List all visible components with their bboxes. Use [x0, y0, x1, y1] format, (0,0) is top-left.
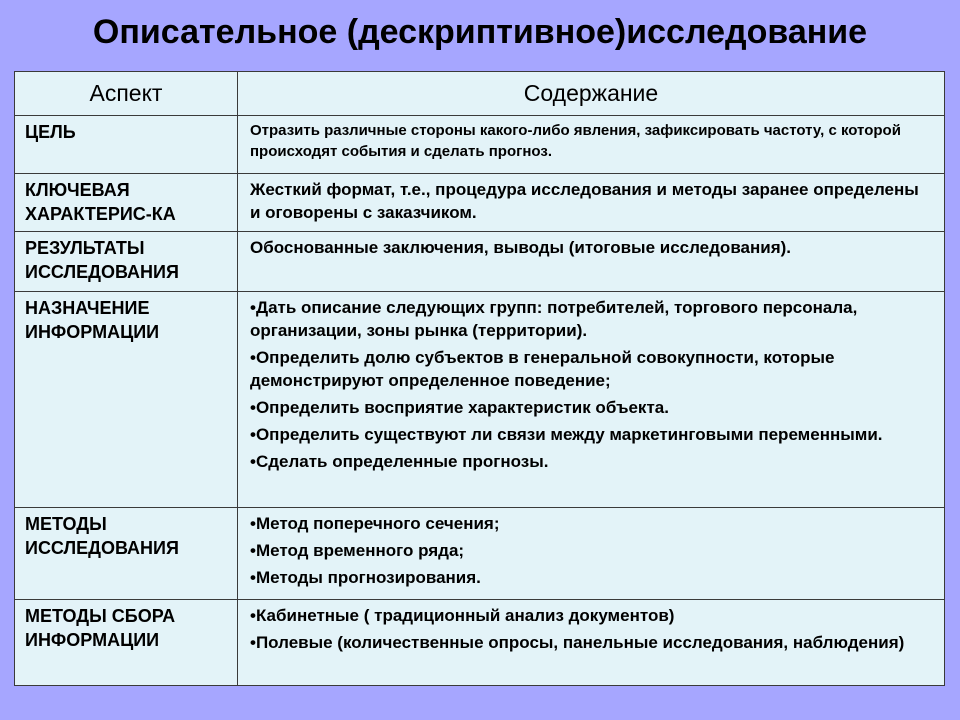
row-aspect: КЛЮЧЕВАЯ ХАРАКТЕРИС-КА [15, 174, 238, 232]
row-aspect: МЕТОДЫ СБОРА ИНФОРМАЦИИ [15, 600, 238, 686]
list-item: •Метод временного ряда; [250, 541, 465, 560]
table-row [15, 232, 945, 292]
list-item: •Методы прогнозирования. [250, 568, 481, 587]
slide-title: Описательное (дескриптивное)исследование [92, 13, 868, 51]
list-item: •Определить существуют ли связи между маркетинговыми переменными. [250, 425, 883, 444]
row-content [238, 600, 945, 686]
row-aspect: ЦЕЛЬ [15, 116, 238, 174]
row-aspect: МЕТОДЫ ИССЛЕДОВАНИЯ [15, 508, 238, 600]
table-row [15, 174, 945, 232]
list-item: •Определить восприятие характеристик объекта. [250, 398, 669, 417]
row-content: Обоснованные заключения, выводы (итоговые исследования). [238, 232, 945, 292]
row-aspect: НАЗНАЧЕНИЕ ИНФОРМАЦИИ [15, 292, 238, 508]
list-item: •Кабинетные ( традиционный анализ документов) [250, 606, 675, 625]
table-row [15, 508, 945, 600]
row-content [238, 508, 945, 600]
header-aspect: Аспект [15, 72, 238, 116]
list-item: •Метод поперечного сечения; [250, 514, 500, 533]
aspects-table [14, 71, 945, 686]
row-content: Отразить различные стороны какого-либо явления, зафиксировать частоту, с которой происходят события и сделать прогноз. [238, 116, 945, 174]
table-header-row [15, 72, 945, 116]
row-aspect: РЕЗУЛЬТАТЫ ИССЛЕДОВАНИЯ [15, 232, 238, 292]
list-item: •Полевые (количественные опросы, панельные исследования, наблюдения) [250, 633, 905, 652]
table-row [15, 292, 945, 508]
list-item: •Определить долю субъектов в генеральной совокупности, которые демонстрируют определенное поведение; [250, 348, 835, 390]
row-content: Жесткий формат, т.е., процедура исследования и методы заранее определены и оговорены с заказчиком. [238, 174, 945, 232]
list-item: •Дать описание следующих групп: потребителей, торгового персонала, организации, зоны рынка (территории). [250, 298, 858, 340]
list-item: •Сделать определенные прогнозы. [250, 452, 549, 471]
table-row [15, 600, 945, 686]
header-content: Содержание [238, 72, 945, 116]
table-row [15, 116, 945, 174]
row-content [238, 292, 945, 508]
